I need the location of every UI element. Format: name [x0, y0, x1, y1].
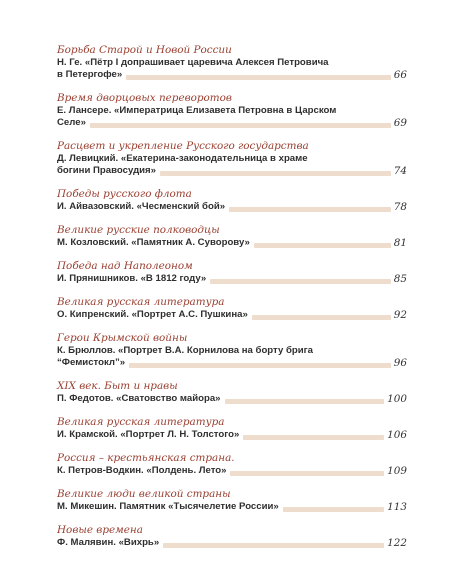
- toc-entry[interactable]: [57, 44, 407, 81]
- toc-entry[interactable]: [57, 488, 407, 513]
- toc-entry[interactable]: [57, 296, 407, 321]
- page-number: 74: [393, 165, 407, 177]
- section-heading: Великие люди великой страны: [57, 488, 231, 500]
- leader-bar: [230, 471, 384, 476]
- leader-bar: [225, 399, 385, 404]
- section-heading: Расцвет и укрепление Русского государства: [57, 140, 309, 152]
- leader-bar: [252, 315, 391, 320]
- toc-entry[interactable]: [57, 416, 407, 441]
- artwork-title: М. Микешин. Памятник «Тысячелетие России»: [57, 501, 279, 512]
- toc-entry[interactable]: [57, 524, 407, 549]
- artwork-title: И. Прянишников. «В 1812 году»: [57, 273, 207, 284]
- leader-bar: [254, 243, 391, 248]
- toc-entry[interactable]: [57, 140, 407, 177]
- toc-entry[interactable]: [57, 380, 407, 405]
- toc-entry[interactable]: [57, 92, 407, 129]
- toc-entry[interactable]: [57, 260, 407, 285]
- page-number: 100: [387, 393, 407, 405]
- toc-entry[interactable]: [57, 332, 407, 369]
- page-number: 78: [393, 201, 407, 213]
- artwork-title: М. Козловский. «Памятник А. Суворову»: [57, 237, 250, 248]
- section-heading: Победа над Наполеоном: [57, 260, 193, 272]
- artwork-title: Д. Левицкий. «Екатерина-законодательница в храме богини Правосудия»: [57, 153, 308, 176]
- artwork-title: Н. Ге. «Пётр I допрашивает царевича Алексея Петровича в Петергофе»: [57, 57, 329, 80]
- section-heading: Победы русского флота: [57, 188, 192, 200]
- artwork-title: Е. Лансере. «Императрица Елизавета Петровна в Царском Селе»: [57, 105, 337, 128]
- page-number: 92: [393, 309, 407, 321]
- artwork-title: К. Брюллов. «Портрет В.А. Корнилова на борту брига “Фемистокл”»: [57, 345, 313, 368]
- page-number: 109: [387, 465, 407, 477]
- section-heading: Россия – крестьянская страна.: [57, 452, 235, 464]
- toc-entry[interactable]: [57, 452, 407, 477]
- page-number: 81: [393, 237, 407, 249]
- section-heading: Великая русская литература: [57, 416, 225, 428]
- page-number: 113: [387, 501, 407, 513]
- toc-entry[interactable]: [57, 188, 407, 213]
- leader-bar: [163, 543, 384, 548]
- page-number: 122: [387, 537, 407, 549]
- section-heading: Борьба Старой и Новой России: [57, 44, 232, 56]
- section-heading: Новые времена: [57, 524, 143, 536]
- artwork-title: И. Крамской. «Портрет Л. Н. Толстого»: [57, 429, 240, 440]
- leader-bar: [229, 207, 391, 212]
- page-number: 96: [393, 357, 407, 369]
- artwork-title: И. Айвазовский. «Чесменский бой»: [57, 201, 226, 212]
- section-heading: Великая русская литература: [57, 296, 225, 308]
- leader-bar: [90, 123, 391, 128]
- leader-bar: [210, 279, 391, 284]
- leader-bar: [160, 171, 391, 176]
- section-heading: Великие русские полководцы: [57, 224, 220, 236]
- page-number: 85: [393, 273, 407, 285]
- leader-bar: [283, 507, 384, 512]
- table-of-contents: [57, 44, 407, 560]
- toc-entry[interactable]: [57, 224, 407, 249]
- section-heading: Герои Крымской войны: [57, 332, 188, 344]
- leader-bar: [126, 75, 391, 80]
- artwork-title: О. Кипренский. «Портрет А.С. Пушкина»: [57, 309, 248, 320]
- artwork-title: Ф. Малявин. «Вихрь»: [57, 537, 160, 548]
- section-heading: XIX век. Быт и нравы: [57, 380, 178, 392]
- page-number: 69: [393, 117, 407, 129]
- artwork-title: К. Петров-Водкин. «Полдень. Лето»: [57, 465, 227, 476]
- leader-bar: [129, 363, 391, 368]
- page-number: 106: [387, 429, 407, 441]
- artwork-title: П. Федотов. «Сватовство майора»: [57, 393, 221, 404]
- section-heading: Время дворцовых переворотов: [57, 92, 232, 104]
- leader-bar: [243, 435, 384, 440]
- page-number: 66: [393, 69, 407, 81]
